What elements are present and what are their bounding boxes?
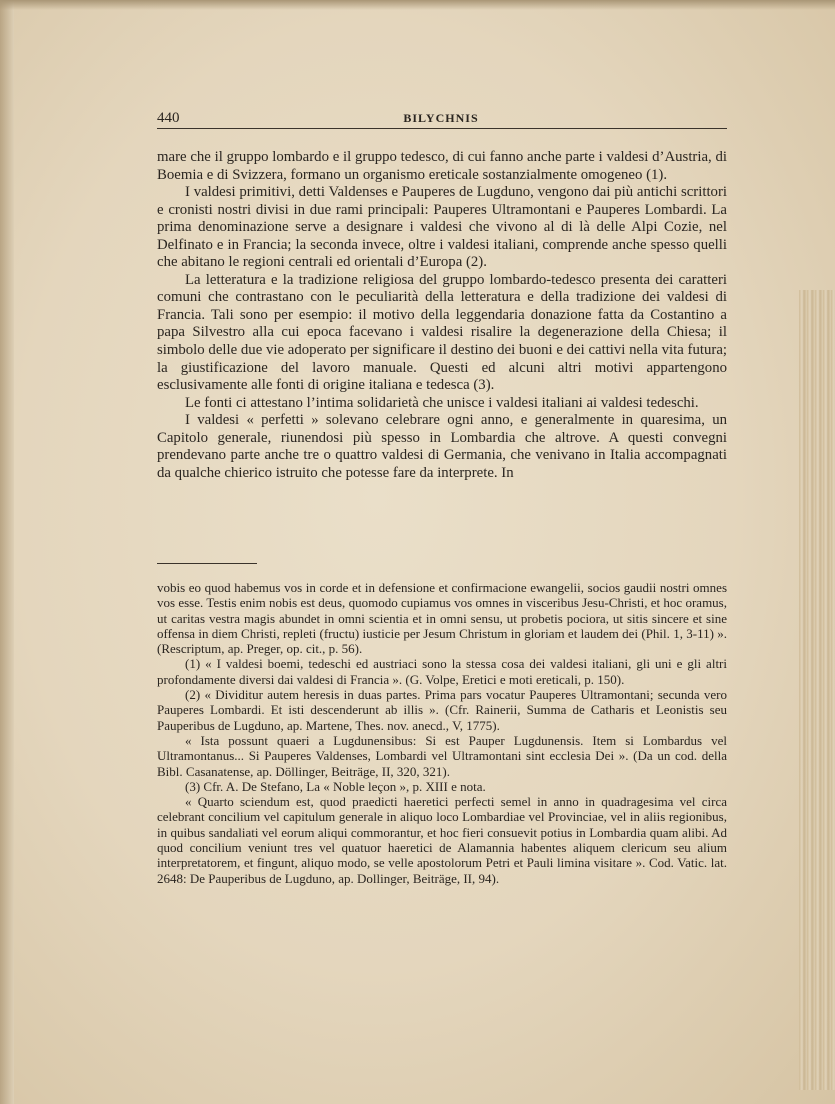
page-number: 440: [157, 110, 180, 126]
footnote: « Ista possunt quaeri a Lugdunensibus: Si est Pauper Lugdunensis. Item si Lombardus vel Ultramontanus... Si Pauperes Valdenses, Lombardi vel Ultramontani sint ecclesia Dei ». (Da un cod. della Bibl. Casanatense, ap. Döllinger, Beiträge, II, 320, 321).: [157, 732, 727, 779]
footnote: vobis eo quod habemus vos in corde et in defensione et confirmacione ewangelii, socios gaudii nostri omnes vos esse. Testis enim nobis est deus, quomodo cupiamus vos omnes in visceribus Jesu-Christi, et hoc oramus, ut caritas vestra magis abundet in omni scientia et in omni sensu, ut probetis pociora, ut sitis sincere et sine offensa in diem Christi, repleti (fructu) iusticie per Jesum Christum in gloriam et laudem dei (Phil. 1, 3-11) ». (Rescriptum, ap. Preger, op. cit., p. 56).: [157, 580, 727, 657]
header-rule: [157, 128, 727, 129]
page-header: [157, 110, 725, 130]
body-paragraph: I valdesi « perfetti » solevano celebrare ogni anno, e generalmente in quaresima, un Capitolo generale, riunendosi più spesso in Lombardia che altrove. A questi convegni prendevano parte anche tre o quattro valdesi di Germania, che venivano in Italia accompagnati da qualche chierico istruito che potesse fare da interprete. In: [157, 412, 727, 481]
body-paragraph: I valdesi primitivi, detti Valdenses e Pauperes de Lugduno, vengono dai più antichi scrittori e cronisti nostri divisi in due rami principali: Pauperes Ultramontani e Pauperes Lombardi. La prima denominazione serve a designare i valdesi che vivono al di là delle Alpi Cozie, nel Delfinato e in Francia; la seconda invece, oltre i valdesi italiani, comprende anche spesso quelli che abitano le regioni centrali ed orientali d’Europa (2).: [157, 184, 727, 271]
main-text: [157, 149, 727, 482]
body-paragraph: Le fonti ci attestano l’intima solidarietà che unisce i valdesi italiani ai valdesi tedeschi.: [185, 394, 699, 411]
footnote: (3) Cfr. A. De Stefano, La « Noble leçon », p. XIII e nota.: [185, 778, 486, 794]
footnotes: [157, 580, 727, 886]
page-top-edge: [0, 0, 835, 10]
body-paragraph: La letteratura e la tradizione religiosa del gruppo lombardo-tedesco presenta dei caratteri comuni che contrastano con le peculiarità della letteratura e della tradizione dei valdesi di Francia. Tali sono per esempio: il motivo della leggendaria donazione fatta da Costantino a papa Silvestro alla cui epoca facevano i valdesi risalire la degenerazione della Chiesa; il simbolo delle due vie adoperato per significare il destino dei buoni e dei cattivi nella vita futura; la giustificazione del lavoro manuale. Questi ed alcuni altri motivi appartengono esclusivamente alle fonti di origine italiana e tedesca (3).: [157, 271, 727, 394]
page-right-edge: [799, 290, 835, 1090]
footnote: (1) « I valdesi boemi, tedeschi ed austriaci sono la stessa cosa dei valdesi italiani, gli uni e gli altri profondamente diversi dai valdesi di Francia ». (G. Volpe, Eretici e moti ereticali, p. 150).: [157, 656, 727, 687]
footnote-rule: [157, 563, 257, 564]
body-paragraph: mare che il gruppo lombardo e il gruppo tedesco, di cui fanno anche parte i valdesi d’Austria, di Boemia e di Svizzera, formano un organismo ereticale sostanzialmente omogeneo (1).: [157, 149, 727, 183]
running-title: BILYCHNIS: [403, 111, 479, 125]
page-binding: [0, 0, 14, 1104]
footnote: (2) « Dividitur autem heresis in duas partes. Prima pars vocatur Pauperes Ultramontani; secunda vero Pauperes Lombardi. Et isti descenderunt ab illis ». (Cfr. Rainerii, Summa de Catharis et Leonistis seu Pauperibus de Lugduno, ap. Martene, Thes. nov. anecd., V, 1775).: [157, 687, 727, 733]
footnote: « Quarto sciendum est, quod praedicti haeretici perfecti semel in anno in quadragesima vel circa celebrant concilium vel capitulum generale in aliquo loco Lombardiae vel Provinciae, vel in aliis regionibus, in quibus sandaliati vel eorum aliqui commorantur, et hoc fieri consuevit potius in Lombardia quam alibi. Ad quod concilium veniunt tres vel quatuor haeretici de Alamannia habentes aliquem clericum seu alium interpretatorem, et fingunt, aliquo modo, se velle apostolorum Petri et Pauli limina visitare ». Cod. Vatic. lat. 2648: De Pauperibus de Lugduno, ap. Dollinger, Beiträge, II, 94).: [157, 794, 727, 886]
